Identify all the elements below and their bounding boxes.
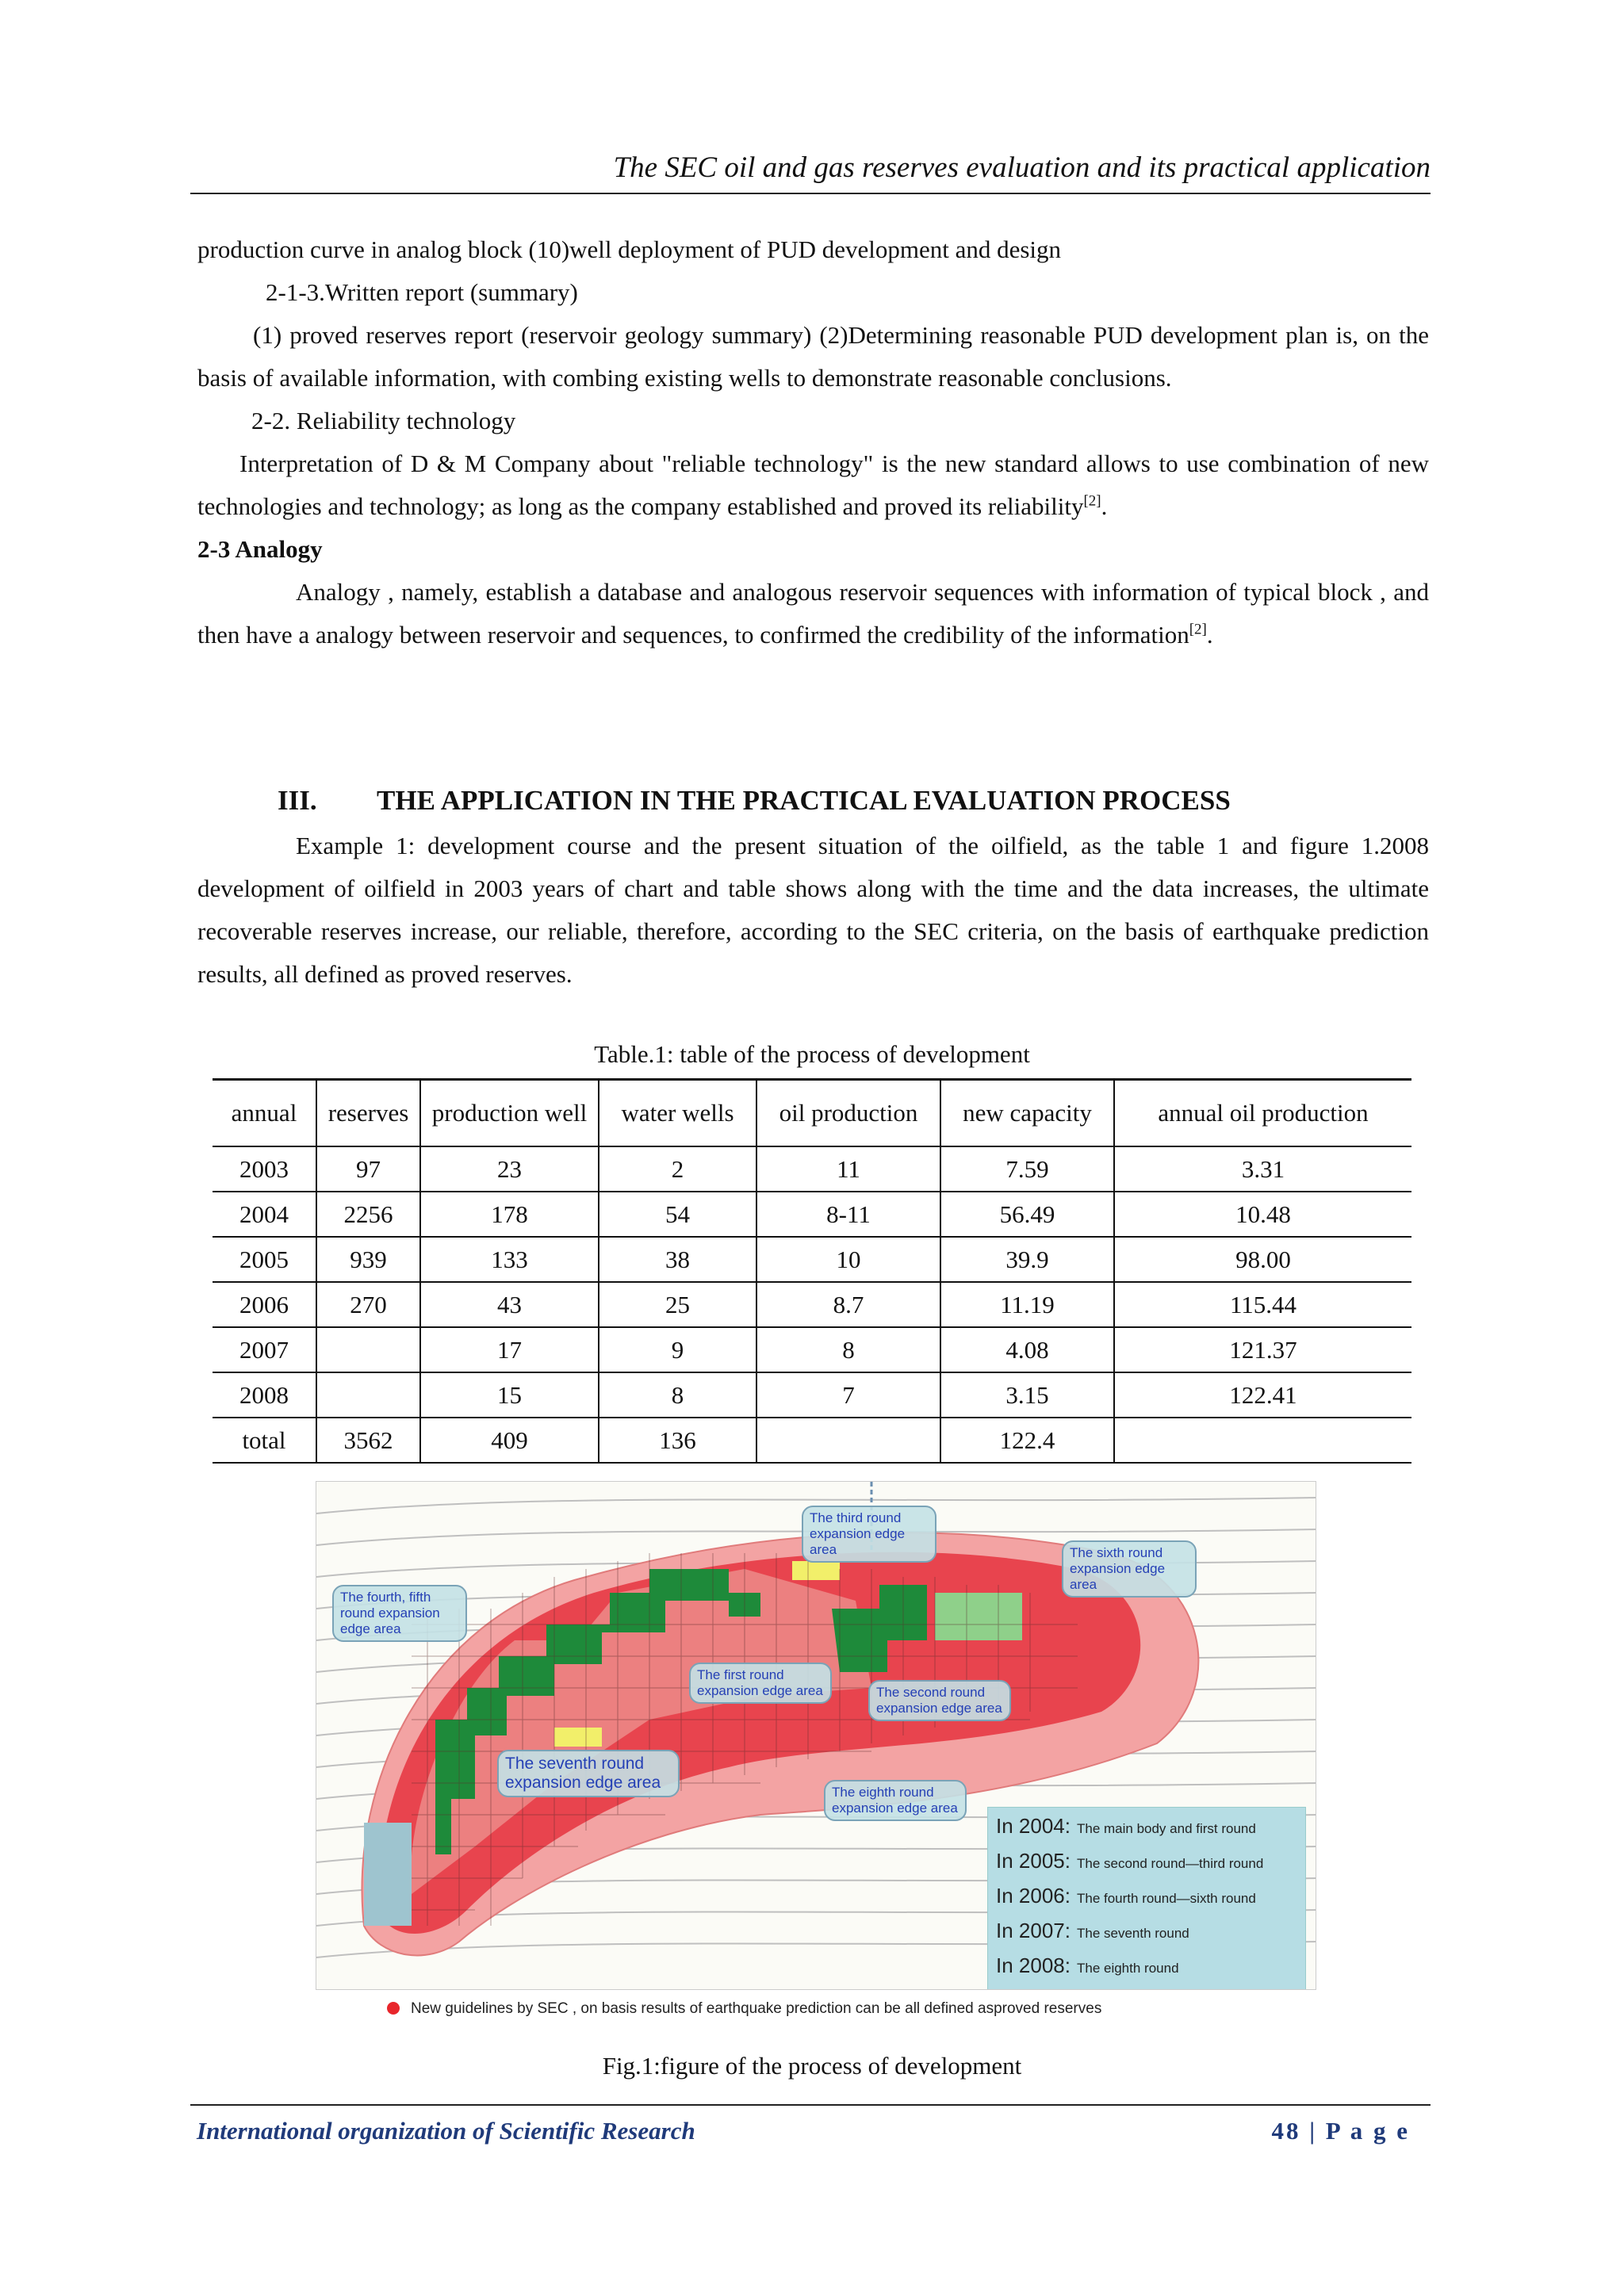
light-green-cells (935, 1593, 1022, 1640)
table-row (213, 1372, 1411, 1418)
callout-seventh-round: The seventh round expansion edge area (497, 1750, 680, 1797)
red-dot-icon (387, 2002, 400, 2015)
paragraph-analogy (197, 571, 1429, 656)
table-cell: 38 (599, 1237, 756, 1282)
paragraph-example: Example 1: development course and the present situation of the oilfield, as the table 1 and figure 1.2008 development of oilfield in 2003 years of chart and table shows along with the time and the data increases, the ultimate recoverable reserves increase, our reliable, therefore, according to the SEC criteria, on the basis of earthquake prediction results, all defined as proved reserves. (197, 832, 1429, 988)
table-cell: 7 (756, 1372, 940, 1418)
table-cell: 10 (756, 1237, 940, 1282)
legend-row (996, 1954, 1179, 1978)
period: . (1101, 492, 1108, 520)
figure-note (387, 2000, 1101, 2018)
table-cell: total (213, 1418, 316, 1463)
table-header-cell: reserves (316, 1080, 420, 1147)
paragraph-text: Analogy , namely, establish a database and analogous reservoir sequences with information of typical block , and then have a analogy between reservoir and sequences, to confirmed the credibility of the information (197, 578, 1429, 649)
table-cell: 7.59 (940, 1146, 1114, 1192)
table-body (213, 1146, 1411, 1463)
table-row (213, 1237, 1411, 1282)
page-footer (190, 2104, 1431, 2145)
table-cell: 10.48 (1114, 1192, 1411, 1237)
development-table (213, 1078, 1411, 1464)
legend-row (996, 1814, 1256, 1839)
table-row (213, 1327, 1411, 1372)
table-cell: 4.08 (940, 1327, 1114, 1372)
legend-year: In 2005: (996, 1849, 1071, 1873)
table-cell: 25 (599, 1282, 756, 1327)
table-cell: 121.37 (1114, 1327, 1411, 1372)
legend-row (996, 1919, 1189, 1943)
table-cell: 178 (420, 1192, 599, 1237)
table-cell: 9 (599, 1327, 756, 1372)
figure-caption: Fig.1:figure of the process of development (602, 2052, 1022, 2080)
legend-year: In 2007: (996, 1919, 1071, 1942)
legend-year: In 2008: (996, 1954, 1071, 1977)
table-header-row (213, 1080, 1411, 1147)
legend-desc: The main body and first round (1076, 1821, 1256, 1836)
table-cell: 11 (756, 1146, 940, 1192)
table-cell: 23 (420, 1146, 599, 1192)
table-cell: 54 (599, 1192, 756, 1237)
table-cell: 3562 (316, 1418, 420, 1463)
body-text (197, 228, 1429, 656)
table-cell: 136 (599, 1418, 756, 1463)
section-title: THE APPLICATION IN THE PRACTICAL EVALUATION PROCESS (377, 785, 1231, 816)
table-cell: 2 (599, 1146, 756, 1192)
figure-legend (987, 1807, 1306, 1990)
paragraph-reliability (197, 442, 1429, 528)
table-cell: 97 (316, 1146, 420, 1192)
journal-name: International organization of Scientific Research (197, 2117, 695, 2145)
table-cell (756, 1418, 940, 1463)
table-row (213, 1192, 1411, 1237)
table-cell: 2003 (213, 1146, 316, 1192)
callout-sixth-round: The sixth round expansion edge area (1062, 1540, 1197, 1598)
table-cell: 2008 (213, 1372, 316, 1418)
table-row (213, 1418, 1411, 1463)
development-figure (316, 1481, 1316, 1990)
running-head: The SEC oil and gas reserves evaluation and its practical application (190, 151, 1431, 194)
table-cell: 56.49 (940, 1192, 1114, 1237)
yellow-cells (554, 1728, 602, 1747)
table-cell: 11.19 (940, 1282, 1114, 1327)
table-cell: 43 (420, 1282, 599, 1327)
legend-row (996, 1884, 1256, 1908)
table-cell: 98.00 (1114, 1237, 1411, 1282)
table-cell: 2256 (316, 1192, 420, 1237)
callout-third-round: The third round expansion edge area (802, 1506, 936, 1563)
table-cell: 8 (599, 1372, 756, 1418)
table-cell: 15 (420, 1372, 599, 1418)
table-caption: Table.1: table of the process of development (594, 1040, 1030, 1068)
page-number: 48 | P a g e (1271, 2117, 1410, 2145)
paragraph: (1) proved reserves report (reservoir geology summary) (2)Determining reasonable PUD development plan is, on the basis of available information, with combing existing wells to demonstrate reasonable conclusions. (197, 321, 1429, 392)
subheading-reliability: 2-2. Reliability technology (251, 407, 516, 434)
table-cell: 115.44 (1114, 1282, 1411, 1327)
table-cell: 270 (316, 1282, 420, 1327)
yellow-cells (792, 1561, 840, 1580)
subheading-written-report: 2-1-3.Written report (summary) (266, 278, 578, 306)
paragraph-text: Interpretation of D & M Company about "reliable technology" is the new standard allows to use combination of new technologies and technology; as long as the company established and proved its reliability (197, 450, 1429, 520)
legend-year: In 2004: (996, 1814, 1071, 1838)
table-cell: 939 (316, 1237, 420, 1282)
table-cell: 122.4 (940, 1418, 1114, 1463)
subheading-analogy: 2-3 Analogy (197, 535, 323, 563)
table-cell: 3.31 (1114, 1146, 1411, 1192)
legend-desc: The second round—third round (1076, 1856, 1264, 1871)
table-header-cell: oil production (756, 1080, 940, 1147)
table-header-cell: annual (213, 1080, 316, 1147)
table-cell: 3.15 (940, 1372, 1114, 1418)
table-cell (316, 1327, 420, 1372)
table-cell: 8-11 (756, 1192, 940, 1237)
table-cell: 2004 (213, 1192, 316, 1237)
table-header-cell: new capacity (940, 1080, 1114, 1147)
callout-first-round: The first round expansion edge area (689, 1663, 832, 1704)
table-header-cell: production well (420, 1080, 599, 1147)
paragraph: production curve in analog block (10)well deployment of PUD development and design (197, 235, 1062, 263)
blue-cells (364, 1823, 412, 1926)
table-cell: 409 (420, 1418, 599, 1463)
legend-desc: The fourth round—sixth round (1076, 1891, 1256, 1906)
callout-second-round: The second round expansion edge area (868, 1680, 1011, 1721)
period: . (1206, 621, 1213, 649)
section-number: III. (278, 785, 317, 816)
table-header-cell: water wells (599, 1080, 756, 1147)
table-cell (316, 1372, 420, 1418)
citation: [2] (1083, 492, 1101, 510)
figure-note-text: New guidelines by SEC , on basis results of earthquake prediction can be all defined asproved reserves (411, 2000, 1102, 2017)
table-cell: 8 (756, 1327, 940, 1372)
table-cell: 8.7 (756, 1282, 940, 1327)
legend-desc: The eighth round (1076, 1961, 1179, 1976)
table-cell (1114, 1418, 1411, 1463)
legend-year: In 2006: (996, 1884, 1071, 1908)
table-cell: 2006 (213, 1282, 316, 1327)
callout-eighth-round: The eighth round expansion edge area (824, 1780, 967, 1821)
table-cell: 17 (420, 1327, 599, 1372)
table-cell: 2007 (213, 1327, 316, 1372)
legend-row (996, 1849, 1263, 1873)
citation: [2] (1189, 621, 1207, 638)
table-cell: 133 (420, 1237, 599, 1282)
callout-fourth-fifth-round: The fourth, fifth round expansion edge area (332, 1585, 467, 1642)
table-row (213, 1282, 1411, 1327)
table-header-cell: annual oil production (1114, 1080, 1411, 1147)
table-cell: 122.41 (1114, 1372, 1411, 1418)
table-cell: 2005 (213, 1237, 316, 1282)
table-cell: 39.9 (940, 1237, 1114, 1282)
section-heading (278, 785, 1231, 817)
legend-desc: The seventh round (1076, 1926, 1189, 1941)
table-row (213, 1146, 1411, 1192)
